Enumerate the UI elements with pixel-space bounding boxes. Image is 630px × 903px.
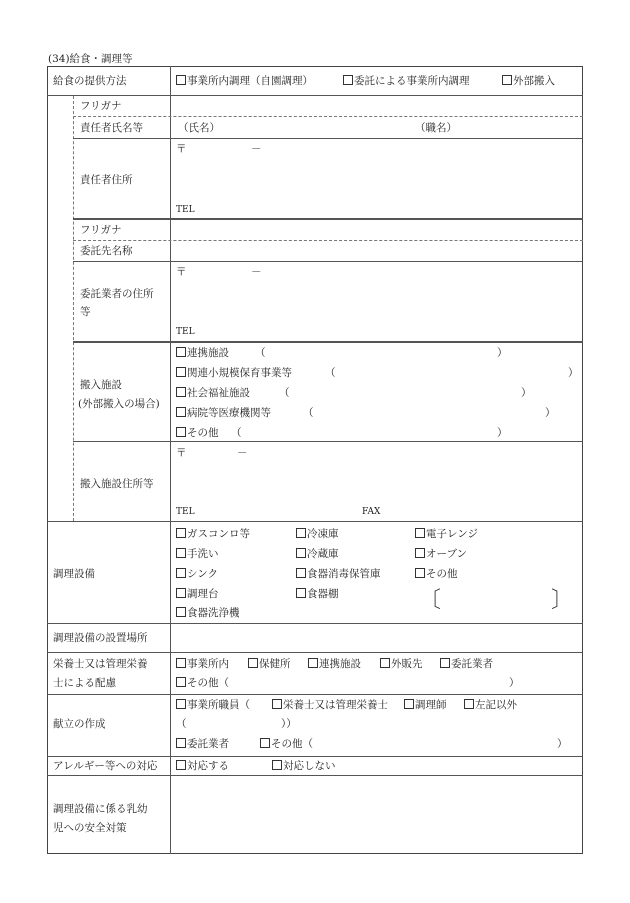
checkbox[interactable] <box>176 760 186 770</box>
nutrition-other[interactable]: その他（ <box>176 676 229 690</box>
checkbox[interactable] <box>296 528 306 538</box>
equipment-item[interactable]: 調理台 <box>176 587 219 601</box>
equipment-item[interactable]: 食器消毒保管庫 <box>296 567 381 581</box>
location-label: 調理設備の設置場所 <box>53 632 148 644</box>
equipment-item[interactable]: その他 <box>415 567 458 581</box>
delivery-label-2: (外部搬入の場合) <box>78 398 160 410</box>
checkbox[interactable] <box>176 658 186 668</box>
section-title: (34)給食・調理等 <box>48 53 133 65</box>
checkbox[interactable] <box>176 347 186 357</box>
bracket-open: （ <box>176 718 187 730</box>
menu-staff[interactable]: 事業所職員（ <box>176 698 250 712</box>
menu-sub-option[interactable]: 左記以外 <box>464 698 517 712</box>
bracket-open: （ <box>231 427 242 439</box>
menu-label: 献立の作成 <box>53 718 106 730</box>
delivery-address-label: 搬入施設住所等 <box>80 478 154 490</box>
responsible-postal-dash: － <box>251 143 262 155</box>
bracket-close: ） <box>521 387 532 399</box>
bracket-close: ） <box>545 407 556 419</box>
responsible-tel: TEL <box>176 205 195 215</box>
bracket-close: ） <box>497 427 508 439</box>
provision-option-self[interactable]: 事業所内調理（自園調理） <box>176 74 313 88</box>
checkbox[interactable] <box>176 528 186 538</box>
bracket-open: （ <box>279 387 290 399</box>
bracket-close: ） <box>557 738 568 750</box>
equipment-item[interactable]: 電子レンジ <box>415 527 478 541</box>
contractor-name-label: 委託先名称 <box>80 245 133 257</box>
checkbox[interactable] <box>176 367 186 377</box>
checkbox[interactable] <box>176 387 186 397</box>
responsible-furigana-label: フリガナ <box>80 100 122 112</box>
equipment-other-bracket-close: 〕 <box>551 588 574 613</box>
checkbox[interactable] <box>260 738 270 748</box>
bracket-close: ） <box>509 677 520 689</box>
delivery-item-welfare[interactable]: 社会福祉施設 <box>176 386 250 400</box>
menu-contractor[interactable]: 委託業者 <box>176 737 229 751</box>
equipment-other-bracket-open: 〔 <box>419 588 442 613</box>
nutrition-option[interactable]: 事業所内 <box>176 657 229 671</box>
contractor-address-label-2: 等 <box>80 306 91 318</box>
contractor-tel: TEL <box>176 327 195 337</box>
delivery-postal-mark: 〒 <box>176 447 187 459</box>
checkbox[interactable] <box>415 568 425 578</box>
bracket-close: ） <box>497 347 508 359</box>
checkbox[interactable] <box>440 658 450 668</box>
checkbox[interactable] <box>415 528 425 538</box>
checkbox[interactable] <box>176 548 186 558</box>
checkbox[interactable] <box>296 548 306 558</box>
safety-label-2: 児への安全対策 <box>53 822 127 834</box>
divider <box>73 96 74 521</box>
responsible-postal-mark: 〒 <box>176 143 187 155</box>
responsible-name-field[interactable]: （氏名） <box>178 122 220 134</box>
checkbox[interactable] <box>176 568 186 578</box>
delivery-item-other[interactable]: その他 <box>176 426 219 440</box>
checkbox[interactable] <box>272 699 282 709</box>
allergy-label: アレルギー等への対応 <box>53 760 158 772</box>
provision-label: 給食の提供方法 <box>53 75 127 87</box>
menu-other[interactable]: その他（ <box>260 737 313 751</box>
checkbox[interactable] <box>272 760 282 770</box>
equipment-item[interactable]: ガスコンロ等 <box>176 527 250 541</box>
contractor-postal-dash: － <box>251 266 262 278</box>
bracket-open: （ <box>255 347 266 359</box>
bracket-open: （ <box>303 407 314 419</box>
nutrition-label: 栄養士又は管理栄養 <box>53 658 148 670</box>
delivery-item-partner[interactable]: 連携施設 <box>176 346 229 360</box>
bracket-close: ） <box>568 367 579 379</box>
allergy-option-yes[interactable]: 対応する <box>176 759 229 773</box>
delivery-item-related[interactable]: 関連小規模保育事業等 <box>176 366 292 380</box>
provision-option-external[interactable]: 外部搬入 <box>502 74 555 88</box>
allergy-option-no[interactable]: 対応しない <box>272 759 336 773</box>
checkbox[interactable] <box>176 75 186 85</box>
nutrition-option[interactable]: 外販先 <box>380 657 423 671</box>
delivery-item-medical[interactable]: 病院等医療機関等 <box>176 406 271 420</box>
divider <box>170 66 171 854</box>
checkbox[interactable] <box>176 677 186 687</box>
provision-option-consigned[interactable]: 委託による事業所内調理 <box>343 74 470 88</box>
menu-sub-option[interactable]: 栄養士又は管理栄養士 <box>272 698 388 712</box>
checkbox[interactable] <box>176 407 186 417</box>
contractor-address-label: 委託業者の住所 <box>80 288 154 300</box>
delivery-postal-dash: － <box>237 447 248 459</box>
nutrition-option[interactable]: 連携施設 <box>308 657 361 671</box>
checkbox[interactable] <box>404 699 414 709</box>
checkbox[interactable] <box>176 427 186 437</box>
equipment-item[interactable]: 手洗い <box>176 547 219 561</box>
bracket-open: （ <box>325 367 336 379</box>
nutrition-label-2: 士による配慮 <box>53 677 116 689</box>
equipment-item[interactable]: 食器棚 <box>296 587 339 601</box>
responsible-address-label: 責任者住所 <box>80 174 133 186</box>
checkbox[interactable] <box>380 658 390 668</box>
equipment-item[interactable]: 冷凍庫 <box>296 527 339 541</box>
checkbox[interactable] <box>296 588 306 598</box>
checkbox[interactable] <box>415 548 425 558</box>
checkbox[interactable] <box>308 658 318 668</box>
nutrition-option[interactable]: 保健所 <box>248 657 291 671</box>
equipment-label: 調理設備 <box>53 568 95 580</box>
contractor-postal-mark: 〒 <box>176 266 187 278</box>
responsible-name-label: 責任者氏名等 <box>80 122 143 134</box>
equipment-item[interactable]: オーブン <box>415 547 467 561</box>
checkbox[interactable] <box>343 75 353 85</box>
checkbox[interactable] <box>502 75 512 85</box>
checkbox[interactable] <box>296 568 306 578</box>
bracket-close: ）） <box>281 718 297 730</box>
equipment-item[interactable]: 冷蔵庫 <box>296 547 339 561</box>
checkbox[interactable] <box>176 738 186 748</box>
nutrition-option[interactable]: 委託業者 <box>440 657 493 671</box>
contractor-furigana-label: フリガナ <box>80 224 122 236</box>
checkbox[interactable] <box>248 658 258 668</box>
equipment-item[interactable]: 食器洗浄機 <box>176 606 240 620</box>
delivery-label: 搬入施設 <box>80 379 122 391</box>
menu-sub-option[interactable]: 調理師 <box>404 698 447 712</box>
responsible-title-field[interactable]: （職名） <box>415 122 457 134</box>
checkbox[interactable] <box>176 588 186 598</box>
delivery-fax: FAX <box>362 507 381 517</box>
checkbox[interactable] <box>464 699 474 709</box>
safety-label: 調理設備に係る乳幼 <box>53 803 148 815</box>
checkbox[interactable] <box>176 607 186 617</box>
checkbox[interactable] <box>176 699 186 709</box>
delivery-tel: TEL <box>176 507 195 517</box>
equipment-item[interactable]: シンク <box>176 567 218 581</box>
